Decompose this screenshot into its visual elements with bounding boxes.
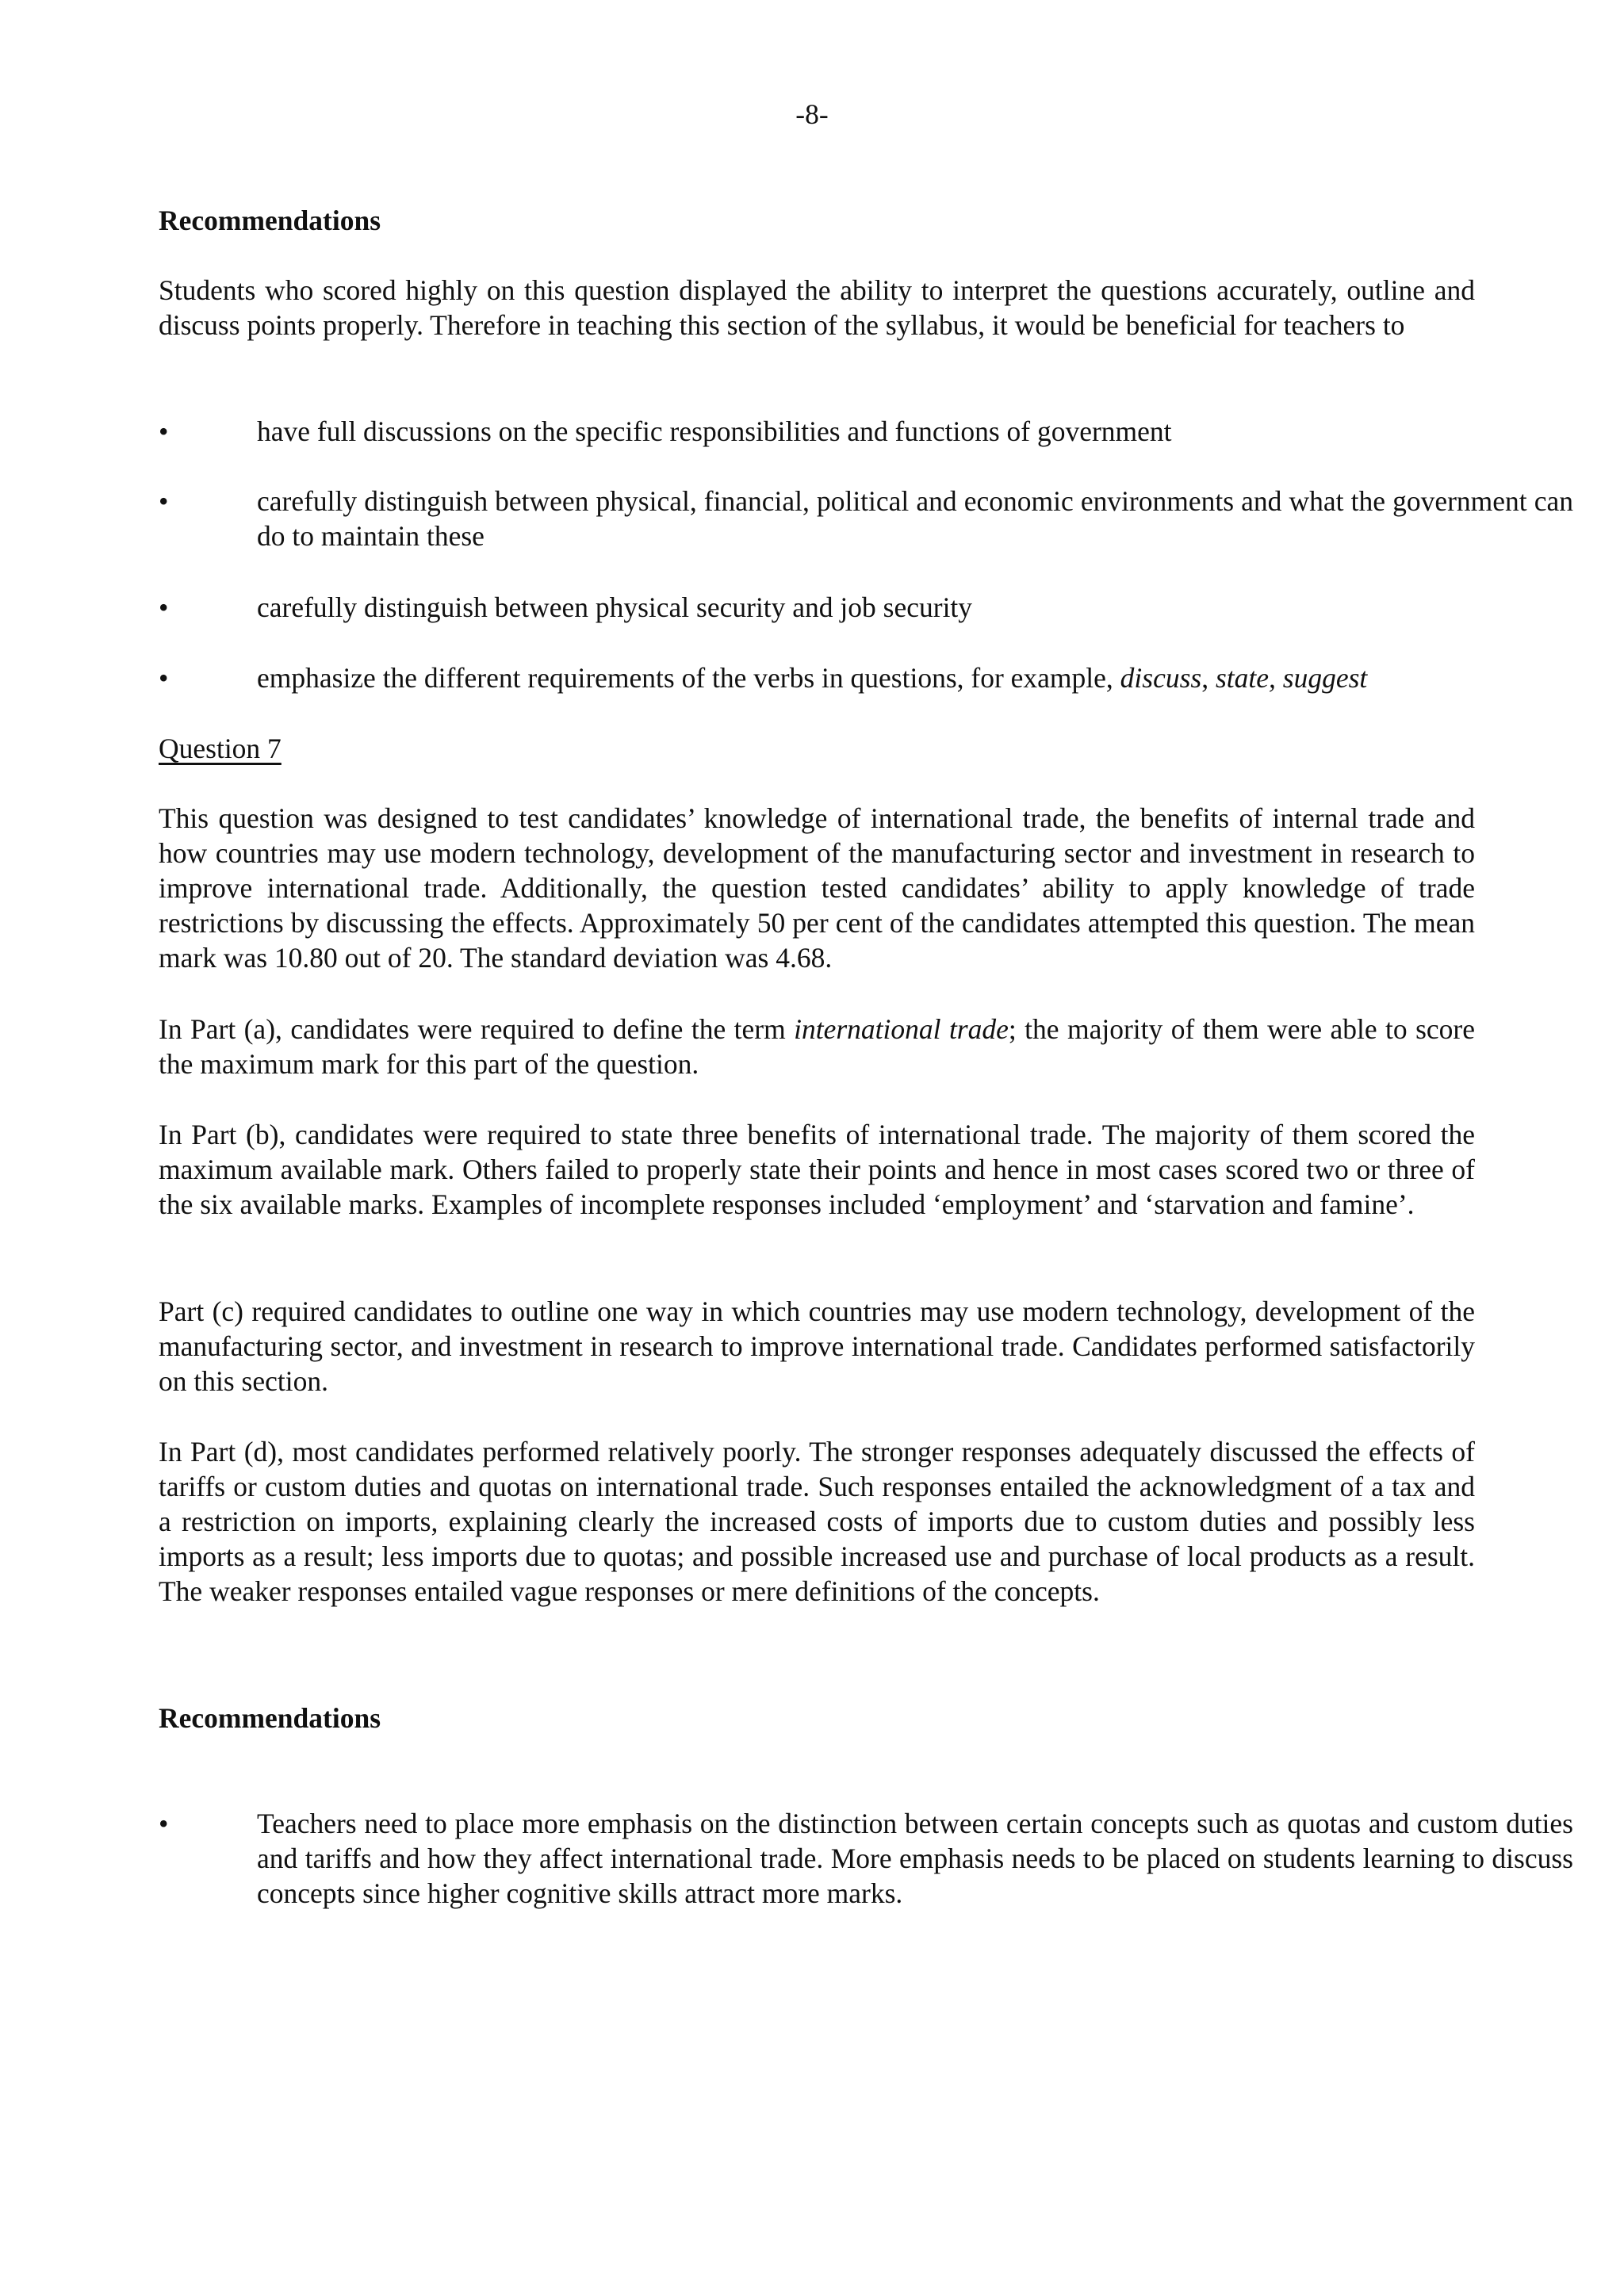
recommendation-bullet-4 xyxy=(159,660,1573,695)
bullet-text-plain: emphasize the different requirements of the verbs in questions, for example, xyxy=(257,662,1120,694)
bullet-icon: • xyxy=(159,662,169,694)
part-b-paragraph: In Part (b), candidates were required to state three benefits of international trade. The majority of them scored the maximum available mark. Others failed to properly state their points and hence in most cases scored two or three of the six available marks. Examples of incomplete responses included ‘employment’ and ‘starvation and famine’. xyxy=(159,1119,1475,1220)
recommendation-bullet-1 xyxy=(159,414,1573,449)
bullet-icon: • xyxy=(159,591,169,623)
bullet-icon: • xyxy=(159,1808,169,1839)
recommendation-bullet-2 xyxy=(159,484,1573,553)
bullet-text: carefully distinguish between physical, financial, political and economic environments and what the government can do to maintain these xyxy=(257,485,1573,552)
part-a-italic-term: international trade xyxy=(794,1013,1009,1045)
bullet-text-separator: , xyxy=(1201,662,1216,694)
part-a-text-after: ; the majority of them were able to score the maximum mark for this part of the question. xyxy=(159,1013,1476,1080)
part-c-paragraph: Part (c) required candidates to outline one way in which countries may use modern technology, development of the manufacturing sector, and investment in research to improve international trade. Candidates performed satisfactorily on this section. xyxy=(159,1295,1475,1397)
bullet-text: carefully distinguish between physical security and job security xyxy=(257,591,973,623)
recommendations-heading-2: Recommendations xyxy=(159,1702,381,1734)
bullet-icon: • xyxy=(159,485,169,517)
page-number: -8- xyxy=(795,98,829,130)
bullet-text-italic-state-suggest: state, suggest xyxy=(1215,662,1368,694)
recommendation-bullet-3 xyxy=(159,590,1573,625)
question-7-overview-paragraph: This question was designed to test candidates’ knowledge of international trade, the benefits of internal trade and how countries may use modern technology, development of the manufacturing sector and investment in research to improve international trade. Additionally, the question tested candidates’ ability to apply knowledge of trade restrictions by discussing the effects. Approximately 50 per cent of the candidates attempted this question. The mean mark was 10.80 out of 20. The standard deviation was 4.68. xyxy=(159,802,1475,974)
recommendations-heading: Recommendations xyxy=(159,205,381,236)
part-a-text-before: In Part (a), candidates were required to define the term xyxy=(159,1013,795,1045)
part-a-paragraph xyxy=(159,1012,1475,1081)
bullet-text xyxy=(257,662,1367,694)
bullet-text-italic-discuss: discuss xyxy=(1120,662,1202,694)
part-d-paragraph: In Part (d), most candidates performed relatively poorly. The stronger responses adequately discussed the effects of tariffs or custom duties and quotas on international trade. Such responses entailed the acknowledgment of a tax and a restriction on imports, explaining clearly the increased costs of imports due to custom duties and possibly less imports as a result; less imports due to quotas; and possible increased use and purchase of local products as a result. The weaker responses entailed vague responses or mere definitions of the concepts. xyxy=(159,1436,1475,1607)
bullet-text: have full discussions on the specific responsibilities and functions of government xyxy=(257,415,1172,447)
recommendations-intro-paragraph: Students who scored highly on this question displayed the ability to interpret the questions accurately, outline and discuss points properly. Therefore in teaching this section of the syllabus, it would be beneficial for teachers to xyxy=(159,274,1475,341)
question-7-title: Question 7 xyxy=(159,733,282,764)
bullet-text: Teachers need to place more emphasis on the distinction between certain concepts such as quotas and custom duties and tariffs and how they affect international trade. More emphasis needs to be placed on students learning to discuss concepts since higher cognitive skills attract more marks. xyxy=(257,1808,1573,1909)
bullet-icon: • xyxy=(159,415,169,447)
recommendation-bullet-teachers xyxy=(159,1806,1573,1911)
